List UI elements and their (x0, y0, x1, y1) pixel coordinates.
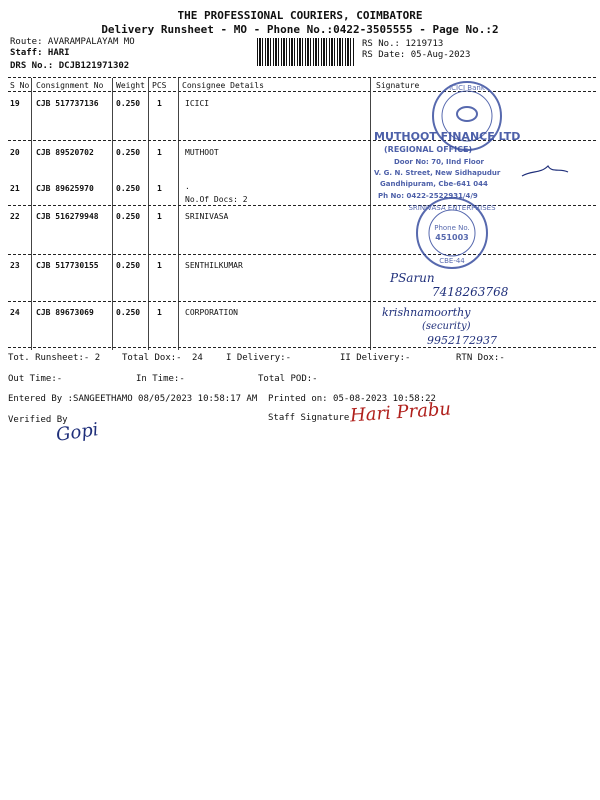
second-delivery-label: II Delivery:- (340, 353, 411, 363)
row24-handwritten-name: krishnamoorthy (382, 306, 471, 319)
row-21-consignment: CJB 89625970 (36, 184, 94, 193)
row23-handwritten-name: PSarun (390, 271, 435, 285)
icici-seal-text: ICICI Bank (449, 84, 485, 92)
row-23-weight: 0.250 (116, 261, 141, 270)
column-header-weight: Weight (116, 81, 145, 90)
srinivasa-phone-number: 451003 (435, 233, 469, 242)
row-24-consignee: CORPORATION (185, 308, 238, 317)
stamps-area (372, 78, 596, 350)
row-21-consignee: . (185, 182, 190, 191)
row-20-consignment: CJB 89520702 (36, 148, 94, 157)
return-dox-label: RTN Dox:- (456, 353, 505, 363)
row-24-pcs: 1 (157, 308, 162, 317)
srinivasa-city: CBE-44 (439, 257, 465, 265)
srinivasa-phone-label: Phone No. (434, 224, 470, 232)
row-22-pcs: 1 (157, 212, 162, 221)
row-22-weight: 0.250 (116, 212, 141, 221)
row-21-weight: 0.250 (116, 184, 141, 193)
row-22-consignment: CJB 516279948 (36, 212, 99, 221)
row-21-pcs: 1 (157, 184, 162, 193)
rs-date: RS Date: 05-Aug-2023 (362, 50, 471, 60)
column-rule (112, 78, 113, 350)
total-pod-label: Total POD:- (258, 374, 318, 384)
entered-by: Entered By :SANGEETHAMO 08/05/2023 10:58:17 AM (8, 394, 258, 404)
column-rule (148, 78, 149, 350)
muthoot-line4: V. G. N. Street, New Sidhapudur (374, 169, 501, 177)
row-23-pcs: 1 (157, 261, 162, 270)
muthoot-line2: (REGIONAL OFFICE) (384, 145, 473, 154)
srinivasa-seal-text: SRINIVASA ENTERPRISES (408, 204, 496, 212)
drs-number: DRS No.: DCJB121971302 (10, 61, 130, 71)
total-dox-value: 24 (192, 353, 203, 363)
muthoot-line5: Gandhipuram, Cbe-641 044 (380, 180, 488, 188)
row24-handwritten-phone: 9952172937 (427, 334, 497, 347)
muthoot-line1: MUTHOOT FINANCE LTD (374, 130, 521, 143)
row-20-consignee: MUTHOOT (185, 148, 219, 157)
row-19-consignment: CJB 517737136 (36, 99, 99, 108)
row-19-consignee: ICICI (185, 99, 210, 108)
row-19-sno: 19 (10, 99, 20, 108)
staff-signature-label: Staff Signature (268, 413, 350, 423)
total-runsheet: Tot. Runsheet:- 2 (8, 353, 101, 363)
route-label: Route: AVARAMPALAYAM MO (10, 37, 135, 47)
row23-handwritten-phone: 7418263768 (432, 285, 509, 299)
first-delivery-label: I Delivery:- (226, 353, 292, 363)
row-23-consignee: SENTHILKUMAR (185, 261, 243, 270)
column-header-signature: Signature (376, 81, 420, 90)
row-20-pcs: 1 (157, 148, 162, 157)
column-header-pcs: PCS (152, 81, 167, 90)
printed-on: Printed on: 05-08-2023 10:58:22 (268, 394, 436, 404)
row-20-weight: 0.250 (116, 148, 141, 157)
row-19-pcs: 1 (157, 99, 162, 108)
column-header-sno: S No (10, 81, 30, 90)
column-rule (370, 78, 371, 350)
total-dox-label: Total Dox:- (122, 353, 182, 363)
column-header-consignee: Consignee Details (182, 81, 264, 90)
verified-by-signature: Gopi (54, 419, 100, 446)
row-22-sno: 22 (10, 212, 20, 221)
muthoot-stamp (374, 130, 520, 200)
staff-label: Staff: HARI (10, 48, 70, 58)
row-24-weight: 0.250 (116, 308, 141, 317)
row-20-sno: 20 (10, 148, 20, 157)
row24-handwritten-role: (security) (422, 321, 471, 332)
row-23-sno: 23 (10, 261, 20, 270)
column-header-consignment: Consignment No (36, 81, 104, 90)
row-21-sno: 21 (10, 184, 20, 193)
row-22-consignee: SRINIVASA (185, 212, 229, 221)
muthoot-line6: Ph No: 0422-2522931/4/9 (378, 192, 478, 200)
muthoot-signature (522, 166, 568, 176)
srinivasa-seal (408, 198, 496, 268)
row-19-weight: 0.250 (116, 99, 141, 108)
muthoot-line3: Door No: 70, IInd Floor (394, 158, 484, 166)
rs-number: RS No.: 1219713 (362, 39, 444, 49)
column-rule (31, 78, 32, 350)
staff-signature: Hari Prabu (349, 398, 452, 427)
column-rule (178, 78, 179, 350)
row-24-consignment: CJB 89673069 (36, 308, 94, 317)
runsheet-subtitle: Delivery Runsheet - MO - Phone No.:0422-3505555 - Page No.:2 (101, 23, 499, 36)
verified-by-label: Verified By (8, 415, 68, 425)
out-time-label: Out Time:- (8, 374, 63, 384)
row-21-doc-count: No.Of Docs: 2 (185, 195, 248, 204)
company-title: THE PROFESSIONAL COURIERS, COIMBATORE (177, 9, 423, 22)
in-time-label: In Time:- (136, 374, 185, 384)
barcode (257, 38, 355, 66)
row-23-consignment: CJB 517730155 (36, 261, 99, 270)
row-24-sno: 24 (10, 308, 20, 317)
